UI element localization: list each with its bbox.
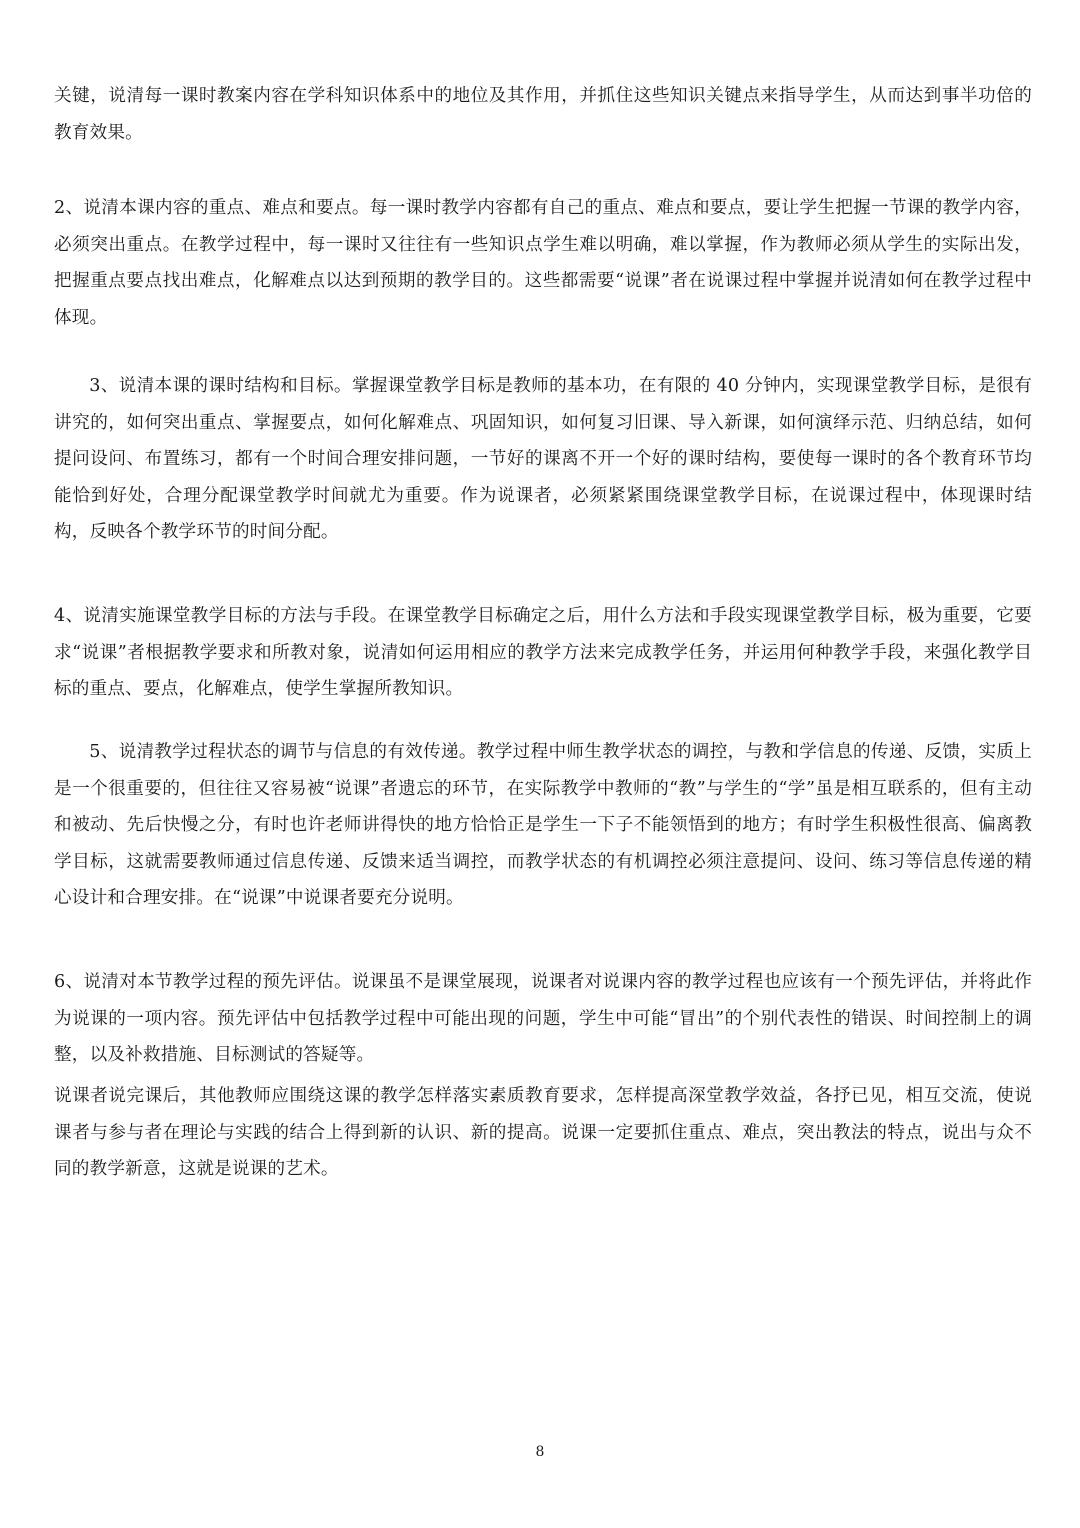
paragraph-point-5: 5、说清教学过程状态的调节与信息的有效传递。教学过程中师生教学状态的调控，与教和学信息的传递、反馈，实质上是一个很重要的，但往往又容易被“说课”者遗忘的环节，在实际教学中教师的“教”与学生的“学”虽是相互联系的，但有主动和被动、先后快慢之分，有时也许老师讲得快的地方恰恰正是学生一下子不能领悟到的地方；有时学生积极性很高、偏离教学目标，这就需要教师通过信息传递、反馈来适当调控，而教学状态的有机调控必须注意提问、设问、练习等信息传递的精心设计和合理安排。在“说课”中说课者要充分说明。 <box>54 742 1032 909</box>
paragraph-conclusion: 说课者说完课后，其他教师应围绕这课的教学怎样落实素质教育要求，怎样提高深堂教学效益，各抒已见，相互交流，使说课者与参与者在理论与实践的结合上得到新的认识、新的提高。说课一定要抓住重点、难点，突出教法的特点，说出与众不同的教学新意，这就是说课的艺术。 <box>54 1086 1032 1180</box>
paragraph-point-6: 6、说清对本节教学过程的预先评估。说课虽不是课堂展现，说课者对说课内容的教学过程也应该有一个预先评估，并将此作为说课的一项内容。预先评估中包括教学过程中可能出现的问题，学生中可能“冒出”的个别代表性的错误、时间控制上的调整，以及补救措施、目标测试的答疑等。 <box>54 972 1032 1066</box>
page-number: 8 <box>535 1444 545 1460</box>
paragraph-point-4: 4、说清实施课堂教学目标的方法与手段。在课堂教学目标确定之后，用什么方法和手段实现课堂教学目标，极为重要，它要求“说课”者根据教学要求和所教对象，说清如何运用相应的教学方法来完成教学任务，并运用何种教学手段，来强化教学目标的重点、要点，化解难点，使学生掌握所教知识。 <box>54 606 1032 700</box>
paragraph-point-3: 3、说清本课的课时结构和目标。掌握课堂教学目标是教师的基本功，在有限的 40 分钟内，实现课堂教学目标，是很有讲究的，如何突出重点、掌握要点，如何化解难点、巩固知识，如何复习旧课、导入新课，如何演绎示范、归纳总结，如何提问设问、布置练习，都有一个时间合理安排问题，一节好的课离不开一个好的课时结构，要使每一课时的各个教育环节均能恰到好处，合理分配课堂教学时间就尤为重要。作为说课者，必须紧紧围绕课堂教学目标，在说课过程中，体现课时结构，反映各个教学环节的时间分配。 <box>54 376 1032 543</box>
paragraph-point-2: 2、说清本课内容的重点、难点和要点。每一课时教学内容都有自己的重点、难点和要点，要让学生把握一节课的教学内容，必须突出重点。在教学过程中，每一课时又往往有一些知识点学生难以明确，难以掌握，作为教师必须从学生的实际出发，把握重点要点找出难点，化解难点以达到预期的教学目的。这些都需要“说课”者在说课过程中掌握并说清如何在教学过程中体现。 <box>54 198 1032 328</box>
paragraph-intro-continuation: 关键，说清每一课时教案内容在学科知识体系中的地位及其作用，并抓住这些知识关键点来指导学生，从而达到事半功倍的教育效果。 <box>54 86 1032 143</box>
